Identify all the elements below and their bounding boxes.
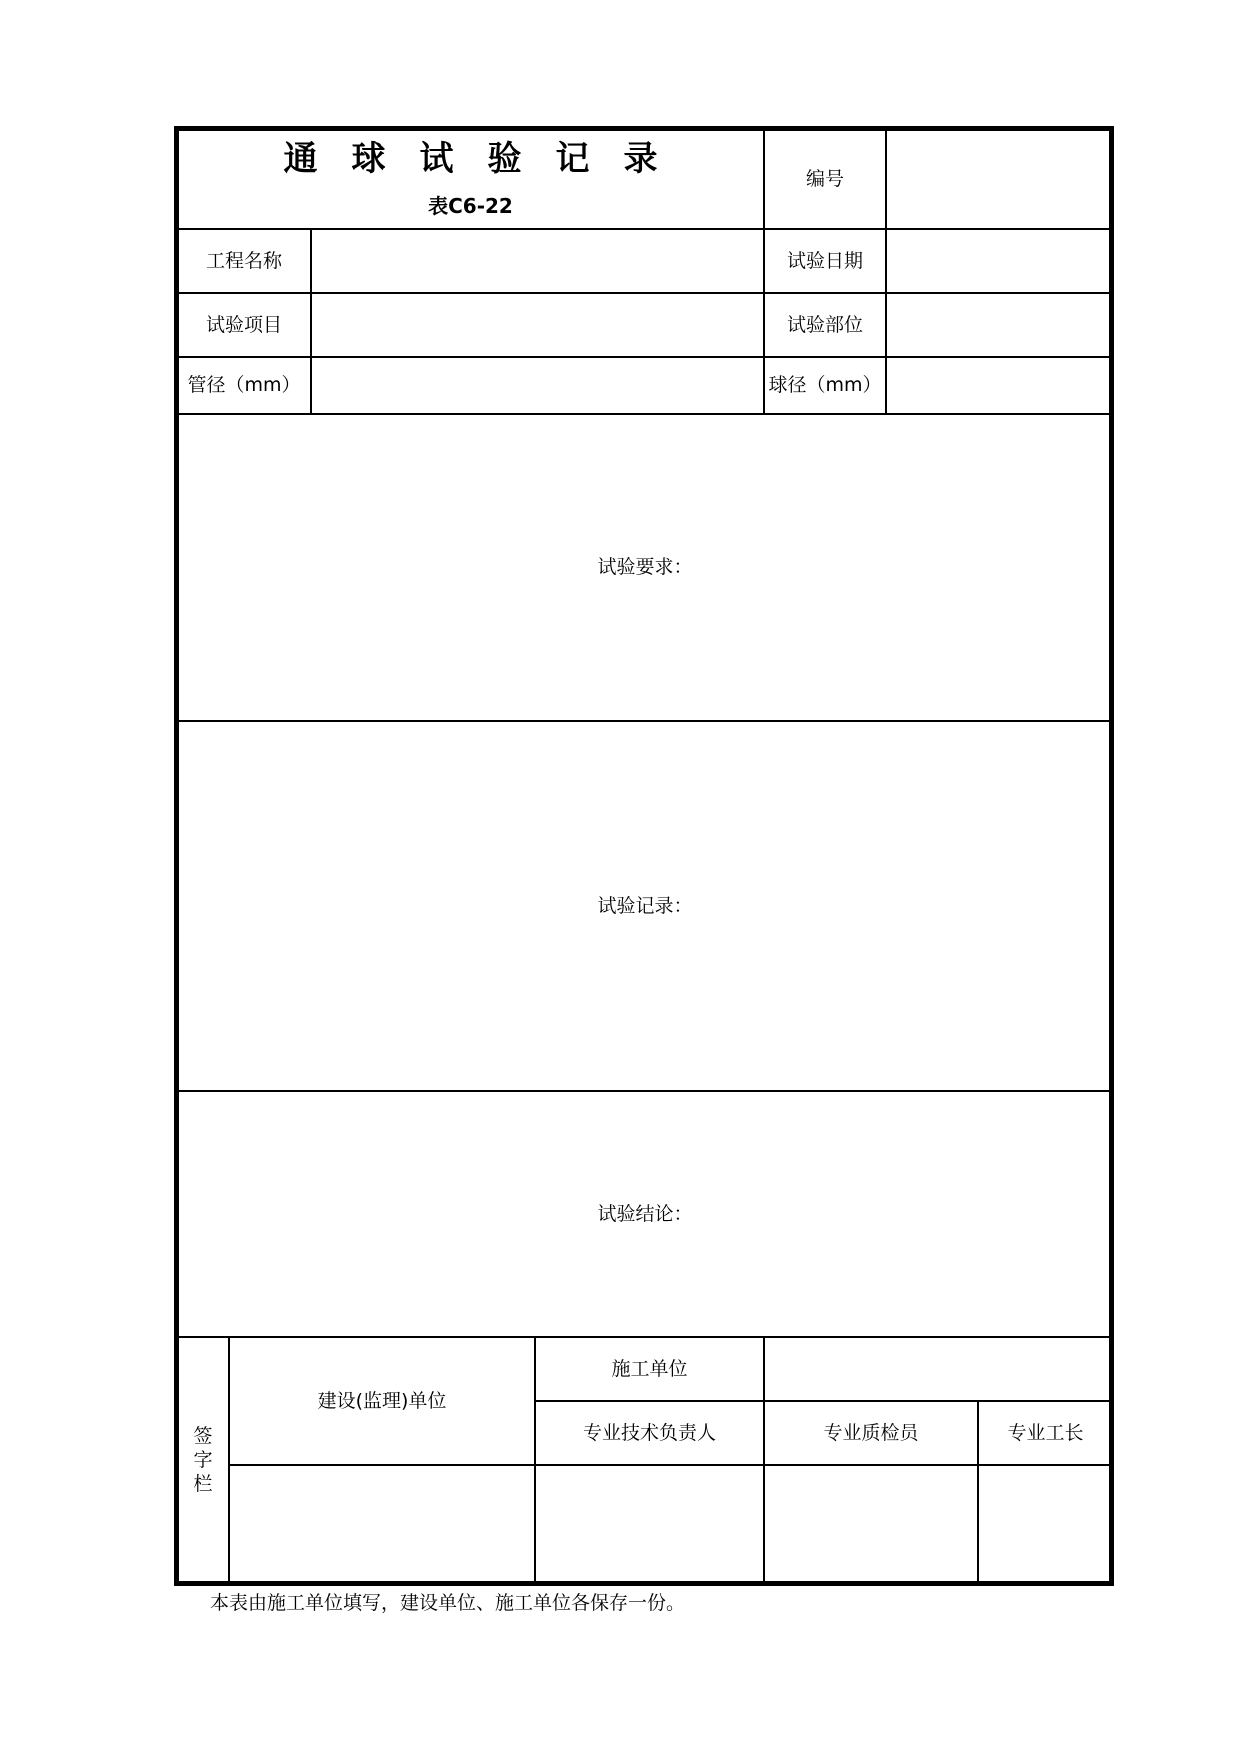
owner-signature-field[interactable] (229, 1465, 535, 1585)
pipe-diameter-field[interactable] (311, 357, 764, 414)
owner-supervisor-label: 建设(监理)单位 (229, 1337, 535, 1465)
ball-diameter-field[interactable] (886, 357, 1113, 414)
ball-test-record-form (176, 128, 1114, 1586)
test-record-area[interactable] (177, 721, 1113, 1091)
qc-signature-field[interactable] (764, 1465, 978, 1585)
tech-lead-label: 专业技术负责人 (535, 1401, 764, 1465)
ball-diameter-label: 球径（mm） (764, 357, 886, 414)
test-location-label: 试验部位 (764, 293, 886, 357)
serial-number-field[interactable] (886, 129, 1113, 229)
test-item-label: 试验项目 (177, 293, 311, 357)
serial-number-label: 编号 (764, 129, 886, 229)
signature-column-cell (177, 1337, 229, 1585)
contractor-field[interactable] (764, 1337, 1113, 1401)
form-header-cell (177, 129, 764, 229)
foreman-signature-field[interactable] (978, 1465, 1113, 1585)
signature-column-label: 签字栏 (193, 1425, 213, 1495)
form-code: 表C6-22 (428, 194, 513, 219)
test-conclusion-area[interactable] (177, 1091, 1113, 1337)
test-record-label: 试验记录： (597, 894, 693, 917)
form-title: 通球试验记录 (283, 138, 692, 179)
contractor-label: 施工单位 (535, 1337, 764, 1401)
pipe-diameter-label: 管径（mm） (177, 357, 311, 414)
foreman-label: 专业工长 (978, 1401, 1113, 1465)
test-requirements-area[interactable] (177, 414, 1113, 721)
test-requirements-label: 试验要求： (597, 556, 693, 579)
project-name-label: 工程名称 (177, 229, 311, 293)
test-conclusion-label: 试验结论： (597, 1202, 693, 1225)
project-name-field[interactable] (311, 229, 764, 293)
qc-inspector-label: 专业质检员 (764, 1401, 978, 1465)
test-date-field[interactable] (886, 229, 1113, 293)
test-location-field[interactable] (886, 293, 1113, 357)
tech-lead-signature-field[interactable] (535, 1465, 764, 1585)
test-date-label: 试验日期 (764, 229, 886, 293)
test-item-field[interactable] (311, 293, 764, 357)
form-footnote: 本表由施工单位填写，建设单位、施工单位各保存一份。 (210, 1592, 686, 1614)
